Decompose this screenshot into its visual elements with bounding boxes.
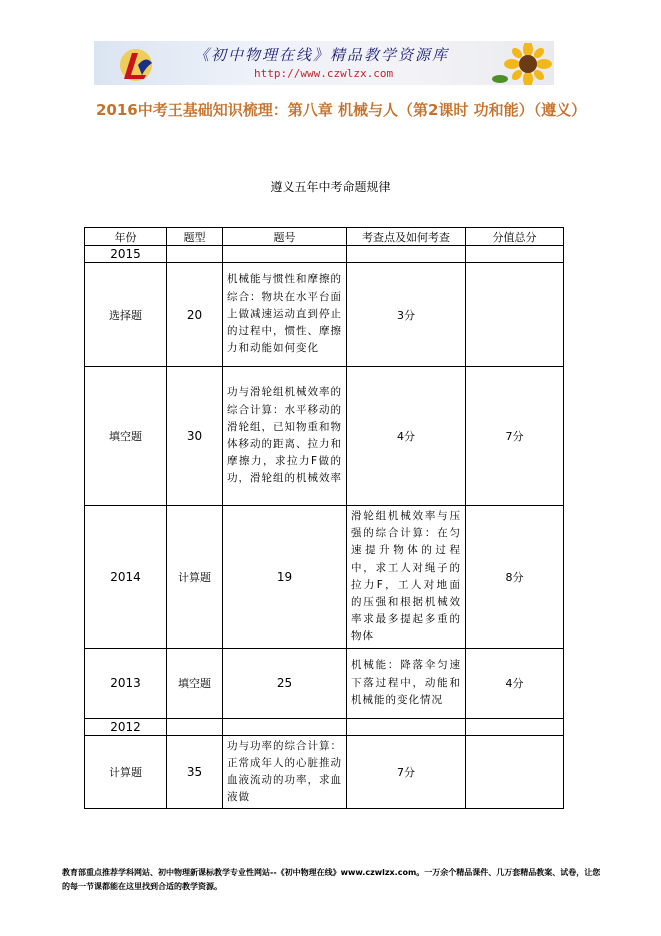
table-row [85, 367, 564, 506]
desc-cell: 机械能：降落伞匀速下落过程中，动能和机械能的变化情况 [347, 648, 466, 718]
score-cell: 7分 [347, 735, 466, 809]
page-footer: 教育部重点推荐学科网站、初中物理新课标教学专业性网站--《初中物理在线》www.czwlzx.com。一万余个精品课件、几万套精品教案、试卷，让您的每一节课都能在这里找到合适的教学资源。 [62, 868, 601, 891]
number-cell: 20 [167, 263, 223, 367]
year-cell: 2012 [85, 718, 167, 735]
total-cell: 7分 [466, 367, 564, 506]
table-row [85, 648, 564, 718]
desc-cell: 功与滑轮组机械效率的综合计算：水平移动的滑轮组，已知物重和物体移动的距离、拉力和摩擦力，求拉力F做的功，滑轮组的机械效率 [223, 367, 347, 506]
year-cell: 2014 [85, 506, 167, 649]
type-cell: 填空题 [167, 648, 223, 718]
desc-cell: 功与功率的综合计算：正常成年人的心脏推动血液流动的功率，求血液做 [223, 735, 347, 809]
banner-url[interactable]: http://www.czwlzx.com [254, 67, 394, 80]
header-type: 题型 [167, 228, 223, 246]
total-cell: 8分 [466, 506, 564, 649]
type-cell: 计算题 [167, 506, 223, 649]
exam-pattern-table [84, 227, 564, 809]
number-cell: 30 [167, 367, 223, 506]
number-cell: 19 [223, 506, 347, 649]
total-cell: 4分 [466, 648, 564, 718]
type-cell: 计算题 [85, 735, 167, 809]
header-number: 题号 [223, 228, 347, 246]
type-cell: 选择题 [85, 263, 167, 367]
page-title: 2016中考王基础知识梳理：第八章 机械与人（第2课时 功和能）（遵义） [96, 101, 587, 119]
site-banner [94, 41, 554, 85]
table-row [85, 718, 564, 735]
score-cell: 4分 [347, 367, 466, 506]
table-header-row [85, 228, 564, 246]
number-cell: 25 [223, 648, 347, 718]
table-row [85, 506, 564, 649]
desc-cell: 机械能与惯性和摩擦的综合：物块在水平台面上做减速运动直到停止的过程中，惯性、摩擦力和动能如何变化 [223, 263, 347, 367]
table-row [85, 263, 564, 367]
desc-cell: 滑轮组机械效率与压强的综合计算：在匀速提升物体的过程中，求工人对绳子的拉力F，工人对地面的压强和根据机械效率求最多提起多重的物体 [347, 506, 466, 649]
site-logo-icon [116, 45, 156, 83]
table-row [85, 735, 564, 809]
type-cell: 填空题 [85, 367, 167, 506]
total-cell [466, 735, 564, 809]
number-cell: 35 [167, 735, 223, 809]
header-year: 年份 [85, 228, 167, 246]
banner-slogan: 《初中物理在线》精品教学资源库 [194, 46, 450, 64]
header-score: 分值总分 [466, 228, 564, 246]
year-cell: 2013 [85, 648, 167, 718]
year-cell: 2015 [85, 246, 167, 263]
section-subtitle: 遵义五年中考命题规律 [270, 180, 391, 194]
sunflower-icon [492, 43, 552, 85]
total-cell [466, 263, 564, 367]
score-cell: 3分 [347, 263, 466, 367]
table-row [85, 246, 564, 263]
header-topic: 考查点及如何考查 [347, 228, 466, 246]
